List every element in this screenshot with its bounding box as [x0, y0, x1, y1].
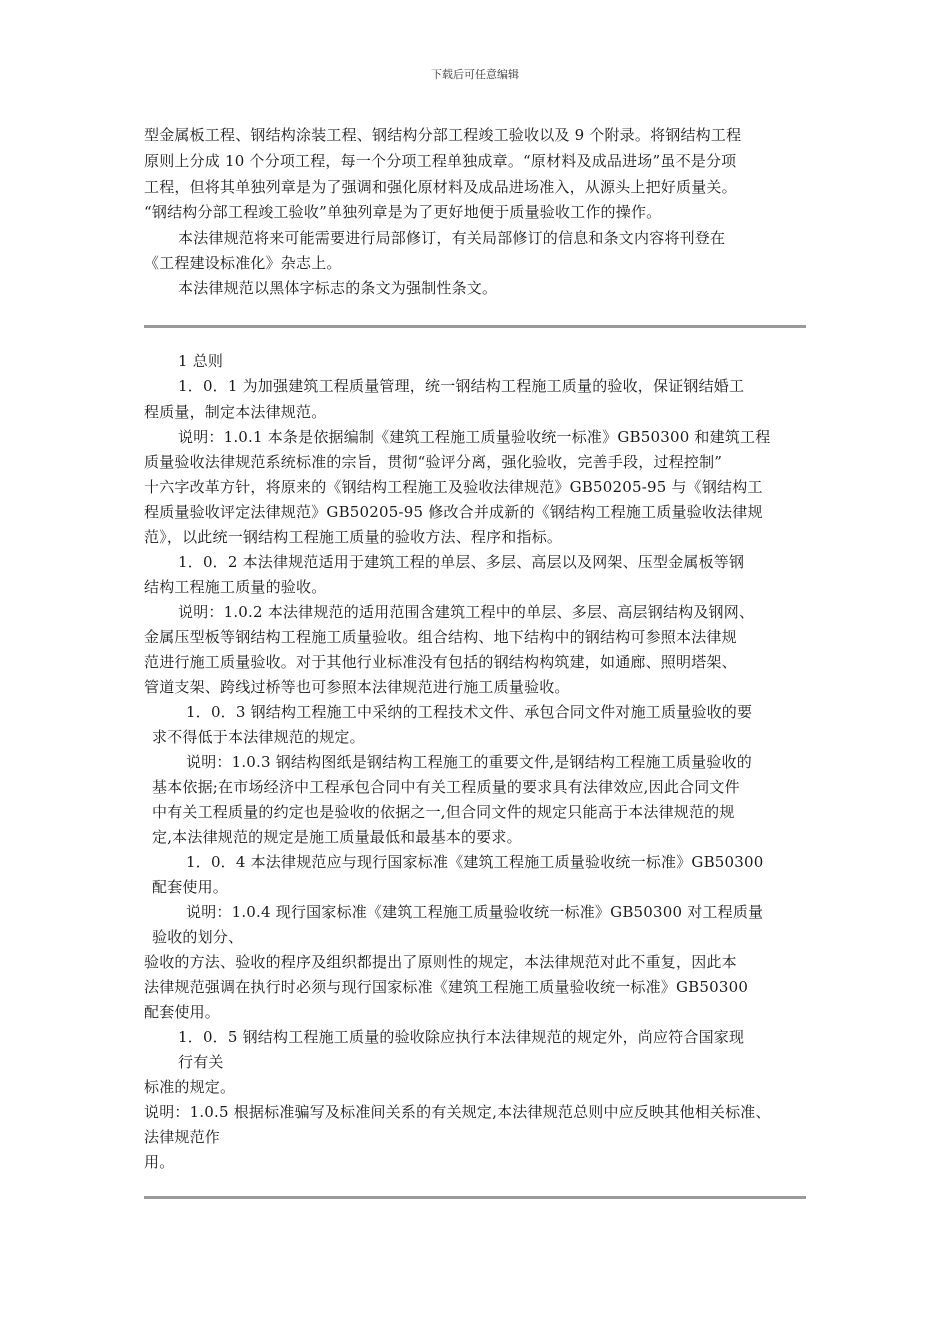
clause-line: 程质量，制定本法律规范。: [144, 403, 327, 421]
note-line: 质量验收法律规范系统标准的宗旨，贯彻“验评分离，强化验收，完善手段，过程控制”: [144, 453, 723, 471]
note-line: 中有关工程质量的约定也是验收的依据之一,但合同文件的规定只能高于本法律规范的规: [152, 803, 735, 821]
note-line: 验收的划分、: [152, 928, 244, 946]
clause-line: 结构工程施工质量的验收。: [144, 578, 327, 596]
clause-line: 1．0．1 为加强建筑工程质量管理，统一钢结构工程施工质量的验收，保证钢结婚工: [178, 377, 745, 395]
text-line: 《工程建设标准化》杂志上。: [144, 254, 342, 272]
note-line: 说明：1.0.4 现行国家标准《建筑工程施工质量验收统一标准》GB50300 对工程质量: [186, 903, 764, 921]
note-line: 配套使用。: [144, 1003, 221, 1021]
clause-line: 1．0．3 钢结构工程施工中采纳的工程技术文件、承包合同文件对施工质量验收的要: [186, 703, 753, 721]
note-line: 说明：1.0.5 根据标准骗写及标准间关系的有关规定,本法律规范总则中应反映其他相关标准、: [144, 1103, 771, 1121]
text-line: 型金属板工程、钢结构涂装工程、钢结构分部工程竣工验收以及 9 个附录。将钢结构工程: [144, 126, 742, 144]
note-line: 范》，以此统一钢结构工程施工质量的验收方法、程序和指标。: [144, 528, 563, 546]
note-line: 范进行施工质量验收。对于其他行业标准没有包括的钢结构构筑建，如通廊、照明塔架、: [144, 653, 737, 671]
note-line: 说明：1.0.2 本法律规范的适用范围含建筑工程中的单层、多层、高层钢结构及钢网、: [178, 603, 755, 621]
clause-line: 1．0．5 钢结构工程施工质量的验收除应执行本法律规范的规定外，尚应符合国家现: [178, 1028, 745, 1046]
section-divider: [144, 1196, 806, 1199]
note-line: 说明：1.0.1 本条是依据编制《建筑工程施工质量验收统一标准》GB50300 和建筑工程: [178, 428, 771, 446]
clause-line: 求不得低于本法律规范的规定。: [152, 728, 365, 746]
section-divider: [144, 325, 806, 328]
text-line: “钢结构分部工程竣工验收”单独列章是为了更好地便于质量验收工作的操作。: [144, 203, 662, 221]
section-title: 1 总则: [178, 352, 224, 370]
text-line: 原则上分成 10 个分项工程，每一个分项工程单独成章。“原材料及成品进场”虽不是分项: [144, 152, 737, 170]
note-line: 用。: [144, 1153, 175, 1171]
clause-line: 1．0．2 本法律规范适用于建筑工程的单层、多层、高层以及网架、压型金属板等钢: [178, 553, 745, 571]
text-line: 工程，但将其单独列章是为了强调和强化原材料及成品进场准入，从源头上把好质量关。: [144, 178, 737, 196]
note-line: 法律规范强调在执行时必须与现行国家标准《建筑工程施工质量验收统一标准》GB50300: [144, 978, 749, 996]
note-line: 验收的方法、验收的程序及组织都提出了原则性的规定，本法律规范对此不重复，因此本: [144, 953, 737, 971]
note-line: 法律规范作: [144, 1128, 221, 1146]
note-line: 说明：1.0.3 钢结构图纸是钢结构工程施工的重要文件,是钢结构工程施工质量验收的: [186, 753, 752, 771]
clause-line: 配套使用。: [152, 878, 229, 896]
note-line: 基本依据;在市场经济中工程承包合同中有关工程质量的要求具有法律效应,因此合同文件: [152, 778, 740, 796]
note-line: 定,本法律规范的规定是施工质量最低和最基本的要求。: [152, 828, 522, 846]
clause-line: 行有关: [178, 1053, 224, 1071]
note-line: 金属压型板等钢结构工程施工质量验收。组合结构、地下结构中的钢结构可参照本法律规: [144, 628, 737, 646]
page-header: 下载后可任意编辑: [431, 68, 519, 81]
clause-line: 标准的规定。: [144, 1078, 236, 1096]
note-line: 十六字改革方针，将原来的《钢结构工程施工及验收法律规范》GB50205-95 与《钢结构工: [144, 478, 763, 496]
note-line: 程质量验收评定法律规范》GB50205-95 修改合并成新的《钢结构工程施工质量验收法律规: [144, 503, 763, 521]
clause-line: 1．0．4 本法律规范应与现行国家标准《建筑工程施工质量验收统一标准》GB50300: [186, 853, 764, 871]
note-line: 管道支架、跨线过桥等也可参照本法律规范进行施工质量验收。: [144, 678, 570, 696]
text-line: 本法律规范将来可能需要进行局部修订，有关局部修订的信息和条文内容将刊登在: [178, 229, 726, 247]
text-line: 本法律规范以黑体字标志的条文为强制性条文。: [178, 279, 498, 297]
